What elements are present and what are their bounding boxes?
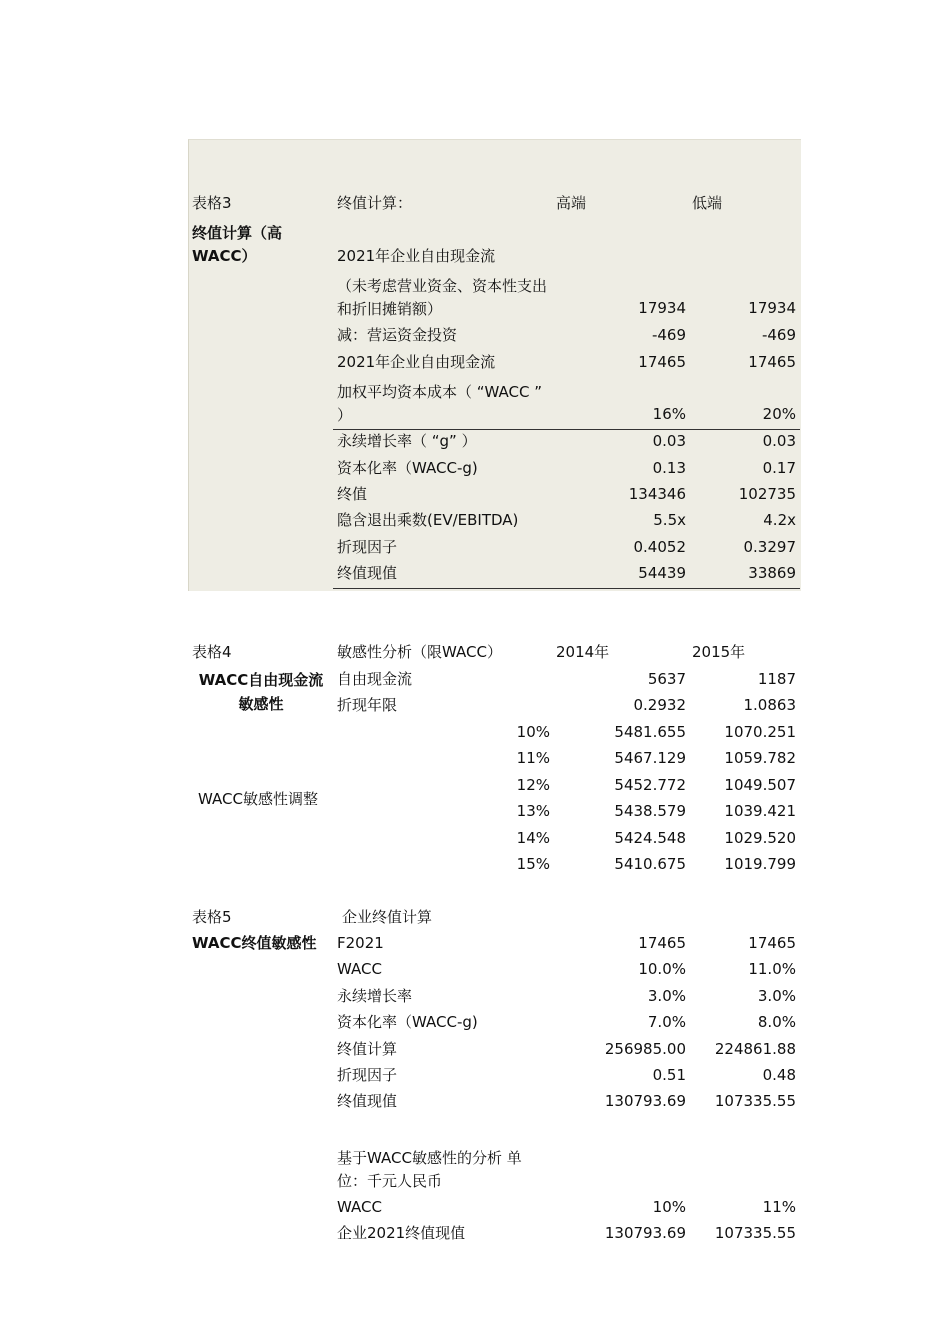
table3-row-low: 20% <box>762 405 796 423</box>
table4-title: WACC自由现金流 <box>198 671 324 689</box>
table3-header-high: 高端 <box>556 194 587 212</box>
table3-row-label: 2021年企业自由现金流 <box>337 353 496 371</box>
table4-rate-2014: 5438.579 <box>614 802 686 820</box>
table5-row-v1: 256985.00 <box>604 1040 686 1058</box>
table4-rate-2014: 5481.655 <box>614 723 686 741</box>
table5-row-v2: 0.48 <box>762 1066 796 1084</box>
table3-row-high: 0.4052 <box>633 538 686 556</box>
table3-row-low: 33869 <box>748 564 796 582</box>
table3-row-high: 5.5x <box>653 511 686 529</box>
table5-row-v2: 17465 <box>748 934 796 952</box>
table5-tag: 表格5 <box>192 908 232 926</box>
table4-rate: 13% <box>516 802 550 820</box>
table4-rate-2014: 5452.772 <box>614 776 686 794</box>
table3-row-label: 终值现值 <box>337 564 398 582</box>
table5-row-v2: 3.0% <box>757 987 796 1005</box>
table5-analysis-title: 基于WACC敏感性的分析 单位：千元人民币 <box>337 1149 522 1190</box>
table3-row-label: 资本化率（WACC-g) <box>337 459 478 477</box>
table5-row-v1: 130793.69 <box>604 1092 686 1110</box>
table5-row-label: 终值计算 <box>337 1040 398 1058</box>
table4-disc-2015: 1.0863 <box>743 696 796 714</box>
table3-row-low: 17934 <box>748 299 796 317</box>
table3-row-high: 17465 <box>638 353 686 371</box>
table3-fcf-label: 2021年企业自由现金流 <box>337 247 496 265</box>
table3-row-low: 17465 <box>748 353 796 371</box>
table3-bottom-rule <box>333 588 800 589</box>
table5-row-v2: 224861.88 <box>714 1040 796 1058</box>
table5-row-label: 终值现值 <box>337 1092 398 1110</box>
table3-row-label: （未考虑营业资金、资本性支出和折旧摊销额） <box>337 277 548 318</box>
table3-divider <box>333 429 800 430</box>
table5-header: 企业终值计算 <box>342 908 433 926</box>
table5-analysis-v2: 11% <box>762 1198 796 1216</box>
table4-disc-2014: 0.2932 <box>633 696 686 714</box>
table3-header-label: 终值计算： <box>337 194 413 212</box>
table4-rate: 10% <box>516 723 550 741</box>
table4-fcf-2015: 1187 <box>757 670 796 688</box>
table3-row-high: 54439 <box>638 564 686 582</box>
table3-row-high: 0.03 <box>652 432 686 450</box>
table5-row-v2: 11.0% <box>748 960 796 978</box>
table5-row-v1: 17465 <box>638 934 686 952</box>
table4-rate-2014: 5424.548 <box>614 829 686 847</box>
table5-row-v1: 3.0% <box>647 987 686 1005</box>
table4-rate-2014: 5410.675 <box>614 855 686 873</box>
table4-rate-2015: 1049.507 <box>724 776 796 794</box>
table3-row-high: 16% <box>652 405 686 423</box>
table5-row-v2: 8.0% <box>757 1013 796 1031</box>
table4-rate-2014: 5467.129 <box>614 749 686 767</box>
table4-rate-2015: 1059.782 <box>724 749 796 767</box>
table4-tag: 表格4 <box>192 643 232 661</box>
table3-row-low: 0.03 <box>762 432 796 450</box>
table4-header-label: 敏感性分析（限WACC） <box>337 643 502 661</box>
table4-title-line2: 敏感性 <box>238 695 284 713</box>
table3-row-label: 永续增长率（ “g” ） <box>337 432 477 450</box>
table4-rate: 14% <box>516 829 550 847</box>
table3-row-high: 134346 <box>628 485 686 503</box>
table4-rate: 11% <box>516 749 550 767</box>
table5-row-label: 永续增长率 <box>337 987 413 1005</box>
table5-analysis-v1: 130793.69 <box>604 1224 686 1242</box>
table3-row-label: 折现因子 <box>337 538 398 556</box>
table5-row-v2: 107335.55 <box>714 1092 796 1110</box>
table3-row-high: 17934 <box>638 299 686 317</box>
table3-row-high: 0.13 <box>652 459 686 477</box>
table3-row-high: -469 <box>651 326 686 344</box>
table4-fcf-2014: 5637 <box>647 670 686 688</box>
table3-row-label: 减：营运资金投资 <box>337 326 458 344</box>
table5-analysis-v1: 10% <box>652 1198 686 1216</box>
table5-row-label: 资本化率（WACC-g) <box>337 1013 478 1031</box>
table4-rate: 12% <box>516 776 550 794</box>
table5-analysis-label: WACC <box>337 1198 382 1216</box>
table3-tag: 表格3 <box>192 194 232 212</box>
table4-disc-label: 折现年限 <box>337 696 398 714</box>
table4-header-2015: 2015年 <box>692 643 746 661</box>
table4-rate: 15% <box>516 855 550 873</box>
table5-row-v1: 0.51 <box>652 1066 686 1084</box>
table5-row-v1: 7.0% <box>647 1013 686 1031</box>
table5-row-label: WACC <box>337 960 382 978</box>
table3-header-low: 低端 <box>692 194 723 212</box>
table5-title: WACC终值敏感性 <box>192 934 317 952</box>
table3-row-label: 隐含退出乘数(EV/EBITDA) <box>337 511 519 529</box>
table4-header-2014: 2014年 <box>556 643 610 661</box>
table3-row-label: 加权平均资本成本（ “WACC ” ） <box>337 383 543 424</box>
table3-row-low: -469 <box>761 326 796 344</box>
table5-row-label: F2021 <box>337 934 384 952</box>
table5-row-v1: 10.0% <box>638 960 686 978</box>
table3-title: 终值计算（高WACC） <box>192 224 283 265</box>
table3-row-low: 4.2x <box>763 511 796 529</box>
table4-rate-2015: 1019.799 <box>724 855 796 873</box>
table4-rate-2015: 1039.421 <box>724 802 796 820</box>
table5-analysis-label: 企业2021终值现值 <box>337 1224 466 1242</box>
table4-rate-2015: 1029.520 <box>724 829 796 847</box>
table3-row-low: 0.17 <box>762 459 796 477</box>
table4-fcf-label: 自由现金流 <box>337 670 413 688</box>
table4-rate-2015: 1070.251 <box>724 723 796 741</box>
table5-row-label: 折现因子 <box>337 1066 398 1084</box>
table3-row-label: 终值 <box>337 485 368 503</box>
table5-analysis-v2: 107335.55 <box>714 1224 796 1242</box>
table3-row-low: 102735 <box>738 485 796 503</box>
table3-row-low: 0.3297 <box>743 538 796 556</box>
table4-adj-label: WACC敏感性调整 <box>198 790 318 808</box>
